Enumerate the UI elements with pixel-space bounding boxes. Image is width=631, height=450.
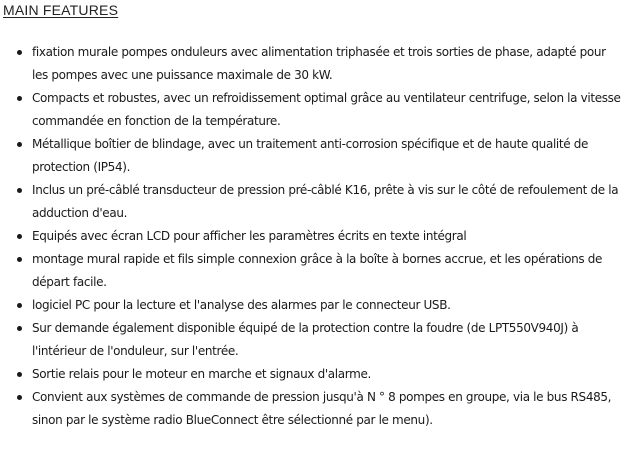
section-title: MAIN FEATURES	[3, 2, 119, 18]
list-item	[0, 248, 631, 294]
bullet-icon	[17, 142, 22, 147]
feature-text: Sur demande également disponible équipé de la protection contre la foudre (de LPT550V940J) à l'intérieur de l'onduleur, sur l'entrée.	[32, 321, 579, 358]
list-item	[0, 133, 631, 179]
bullet-icon	[17, 188, 22, 193]
list-item	[0, 294, 631, 317]
bullet-icon	[17, 372, 22, 377]
bullet-icon	[17, 234, 22, 239]
list-item	[0, 225, 631, 248]
feature-text: Convient aux systèmes de commande de pression jusqu'à N ° 8 pompes en groupe, via le bus RS485, sinon par le système radio BlueConnect être sélectionné par le menu).	[32, 390, 612, 427]
list-item	[0, 317, 631, 363]
feature-text: fixation murale pompes onduleurs avec alimentation triphasée et trois sorties de phase, adapté pour les pompes avec une puissance maximale de 30 kW.	[32, 45, 606, 82]
feature-text: Métallique boîtier de blindage, avec un traitement anti-corrosion spécifique et de haute qualité de protection (IP54).	[32, 137, 589, 174]
feature-text: logiciel PC pour la lecture et l'analyse des alarmes par le connecteur USB.	[32, 298, 451, 312]
feature-text: Sortie relais pour le moteur en marche et signaux d'alarme.	[32, 367, 372, 381]
bullet-icon	[17, 96, 22, 101]
feature-text: Inclus un pré-câblé transducteur de pression pré-câblé K16, prête à vis sur le côté de refoulement de la adduction d'eau.	[32, 183, 619, 220]
list-item	[0, 386, 631, 432]
list-item	[0, 87, 631, 133]
bullet-icon	[17, 395, 22, 400]
feature-text: montage mural rapide et fils simple connexion grâce à la boîte à bornes accrue, et les opérations de départ facile.	[32, 252, 603, 289]
bullet-icon	[17, 50, 22, 55]
bullet-icon	[17, 326, 22, 331]
list-item	[0, 179, 631, 225]
list-item	[0, 41, 631, 87]
feature-list	[0, 41, 631, 432]
bullet-icon	[17, 303, 22, 308]
feature-text: Compacts et robustes, avec un refroidissement optimal grâce au ventilateur centrifuge, selon la vitesse commandée en fonction de la température.	[32, 91, 621, 128]
list-item	[0, 363, 631, 386]
feature-text: Equipés avec écran LCD pour afficher les paramètres écrits en texte intégral	[32, 229, 467, 243]
bullet-icon	[17, 257, 22, 262]
